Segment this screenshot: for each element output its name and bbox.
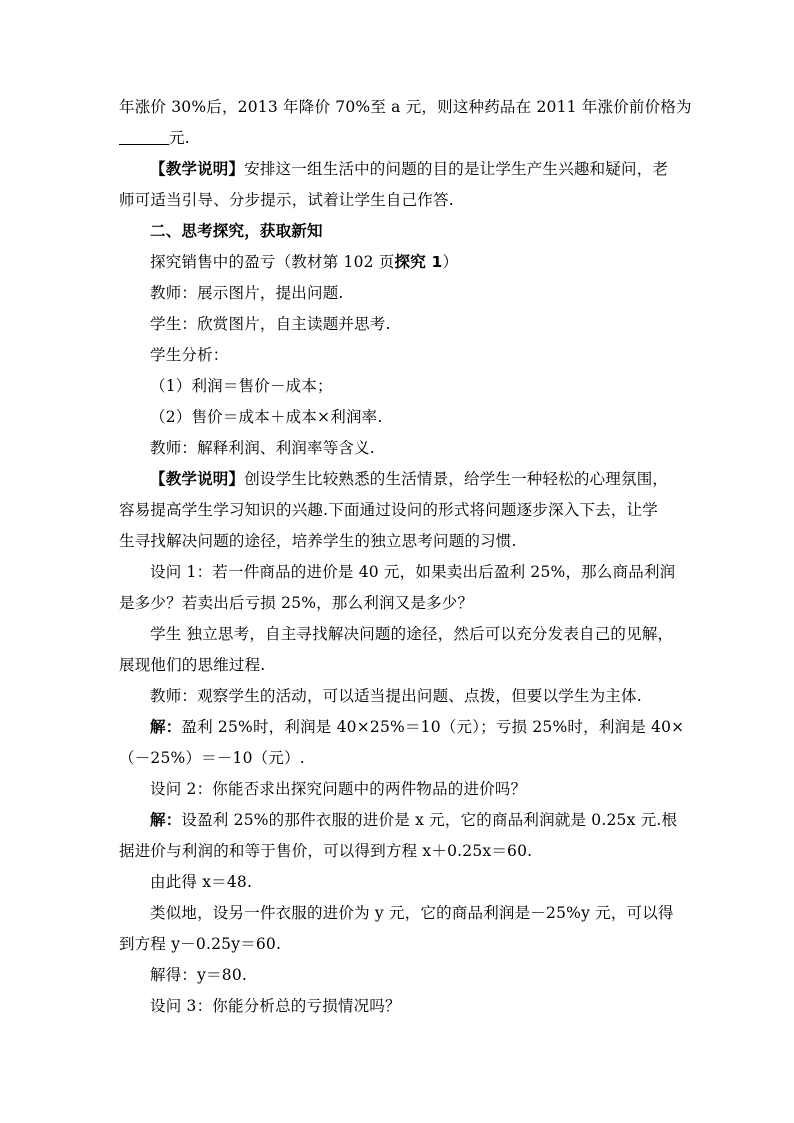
paragraph-line: 学生：欣赏图片，自主读题并思考. <box>150 315 391 333</box>
paragraph-line: 教师：观察学生的活动，可以适当提出问题、点拨，但要以学生为主体. <box>150 687 642 705</box>
paragraph-line: 容易提高学生学习知识的兴趣.下面通过设问的形式将问题逐步深入下去，让学 <box>119 501 658 519</box>
solution-line <box>150 716 794 738</box>
question-line: 设问 2：你能否求出探究问题中的两件物品的进价吗？ <box>150 780 527 798</box>
question-line: 设问 3：你能分析总的亏损情况吗？ <box>150 997 401 1015</box>
solution-line: 据进价与利润的和等于售价，可以得到方程 x＋0.25x＝60. <box>119 842 533 860</box>
teaching-note-line <box>150 158 794 180</box>
teaching-note-line <box>150 468 794 490</box>
paragraph-line: 到方程 y－0.25y＝60. <box>119 935 282 953</box>
list-item: （1）利润＝售价－成本； <box>150 377 333 395</box>
question-line: 设问 1：若一件商品的进价是 40 元，如果卖出后盈利 25%，那么商品利润 <box>150 563 676 581</box>
paragraph-line: 学生分析： <box>150 346 229 364</box>
teaching-note-text: 创设学生比较熟悉的生活情景，给学生一种轻松的心理氛围， <box>244 470 669 488</box>
paragraph-line <box>150 251 794 273</box>
paragraph-line: 教师：展示图片，提出问题. <box>150 284 344 302</box>
solution-label: 解： <box>150 718 182 736</box>
paragraph-line: 教师：解释利润、利润率等含义. <box>150 439 375 457</box>
explore-close: ） <box>442 253 459 271</box>
question-line: 是多少？若卖出后亏损 25%，那么利润又是多少？ <box>119 594 474 612</box>
teaching-note-label: 【教学说明】 <box>150 470 245 488</box>
paragraph-line: 学生 独立思考，自主寻找解决问题的途径，然后可以充分发表自己的见解， <box>150 625 674 643</box>
list-item: （2）售价＝成本＋成本×利润率. <box>150 408 383 426</box>
solution-line: （－25%）＝－10（元）. <box>119 749 305 767</box>
solution-line <box>150 809 794 831</box>
unit-text: 元. <box>169 129 190 147</box>
paragraph-line: 由此得 x＝48. <box>150 873 253 891</box>
teaching-note-text: 安排这一组生活中的问题的目的是让学生产生兴趣和疑问，老 <box>244 160 669 178</box>
explore-label: 探究 1 <box>394 253 443 271</box>
paragraph-line: 展现他们的思维过程. <box>119 656 266 674</box>
paragraph-line: 解得：y＝80. <box>150 966 248 984</box>
paragraph-line: 师可适当引导、分步提示，试着让学生自己作答. <box>119 191 454 209</box>
paragraph-line <box>119 127 794 149</box>
paragraph-line: 生寻找解决问题的途径，培养学生的独立思考问题的习惯. <box>119 532 517 550</box>
answer-blank[interactable] <box>119 128 169 145</box>
section-heading: 二、思考探究，获取新知 <box>150 222 323 240</box>
solution-text: 设盈利 25%的那件衣服的进价是 x 元，它的商品利润就是 0.25x 元.根 <box>181 811 678 829</box>
teaching-note-label: 【教学说明】 <box>150 160 245 178</box>
explore-text: 探究销售中的盈亏（教材第 102 页 <box>150 253 395 271</box>
paragraph-line: 年涨价 30%后，2013 年降价 70%至 a 元，则这种药品在 2011 年涨价前价格为 <box>119 98 692 116</box>
solution-label: 解： <box>150 811 182 829</box>
solution-text: 盈利 25%时，利润是 40×25%＝10（元）；亏损 25%时，利润是 40× <box>181 718 685 736</box>
paragraph-line: 类似地，设另一件衣服的进价为 y 元，它的商品利润是－25%y 元，可以得 <box>150 904 674 922</box>
